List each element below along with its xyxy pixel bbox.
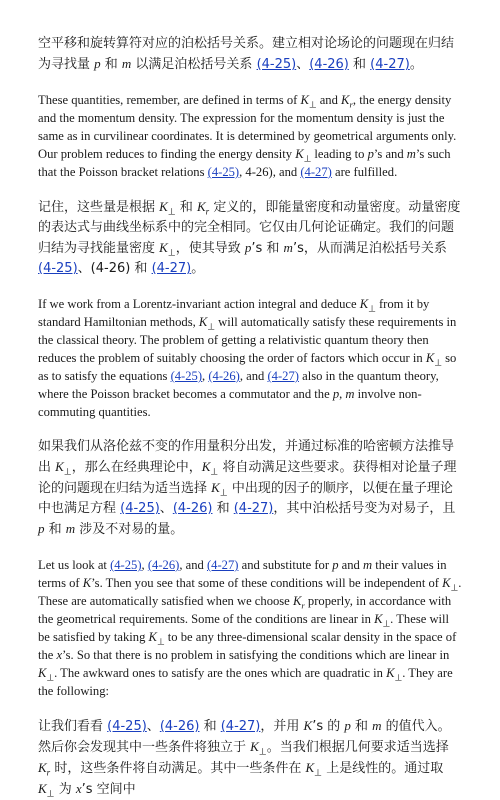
english-paragraph-6: Let us look at (4-25), (4-26), and (4-27) and substitute for p and m their values in terms of K’s. Then you see that some of these conditions will be independent of $K_\perp$. These are automatically satisfied when we choose $K_r$ properly, in accordance with the geometrical requirements. Some of the conditions are linear in $K_\perp$. These will be satisfied by taking $K_\perp$ to be any three-dimensional scalar density in the space of the x’s. So that there is no problem in satisfying the conditions which are linear in $K_\perp$. The awkward ones to satisfy are the ones which are quadratic in $K_\perp$. They are the following: xyxy=(38,558,462,698)
chinese-paragraph-1: 空平移和旋转算符对应的泊松括号关系。建立相对论场论的问题现在归结为寻找量 p 和 m 以满足泊松括号关系 (4-25)、(4-26) 和 (4-27)。 xyxy=(38,36,455,72)
equation-link[interactable]: (4-26) xyxy=(309,57,349,72)
english-paragraph-2: These quantities, remember, are defined in terms of $K_\perp$ and $K_r$, the energy density and the momentum density. The expression for the momentum density is just the same as in curvilinear coordinates. It is determined by geometrical arguments only. Our problem reduces to finding the energy density $K_\perp$ leading to p’s and m’s such that the Poisson bracket relations (4-25), 4-26), and (4-27) are fulfilled. xyxy=(38,93,457,179)
equation-link[interactable]: (4-26) xyxy=(208,369,240,383)
equation-link[interactable]: (4-26) xyxy=(147,558,180,572)
equation-link[interactable]: (4-25) xyxy=(256,57,297,72)
equation-link[interactable]: (4-25) xyxy=(207,165,240,179)
equation-link[interactable]: (4-27) xyxy=(300,165,332,179)
equation-link[interactable]: (4-26) xyxy=(172,501,213,516)
equation-link[interactable]: (4-27) xyxy=(206,558,239,572)
equation-link[interactable]: (4-25) xyxy=(120,501,160,516)
equation-link[interactable]: (4-27) xyxy=(370,57,410,72)
equation-link[interactable]: (4-27) xyxy=(233,501,274,516)
equation-link[interactable]: (4-25) xyxy=(110,558,142,572)
equation-link[interactable]: (4-27) xyxy=(267,369,299,383)
chinese-paragraph-5: 如果我们从洛伦兹不变的作用量积分出发，并通过标准的哈密顿方法推导出 $K_\perp$，那么在经典理论中，$K_\perp$ 将自动满足这些要求。获得相对论量子理论的问题现在归结为适当选择 $K_\perp$ 中出现的因子的顺序，以便在量子理论中也满足方程 (4-25)、(4-26) 和 (4-27)，其中泊松括号变为对易子，且 p 和 m 涉及不对易的量。 xyxy=(38,439,457,537)
equation-link[interactable]: (4-27) xyxy=(220,719,261,734)
english-paragraph-4: If we work from a Lorentz-invariant action integral and deduce $K_\perp$ from it by standard Hamiltonian methods, $K_\perp$ will automatically satisfy these requirements in the classical theory. The problem of getting a relativistic quantum theory then reduces the problem of suitably choosing the order of factors which occur in $K_\perp$ so as to satisfy the equations (4-25), (4-26), and (4-27) also in the quantum theory, where the Poisson bracket becomes a commutator and the p, m involve non-commuting quantities. xyxy=(38,297,457,419)
equation-link[interactable]: (4-26) xyxy=(159,719,200,734)
chinese-paragraph-3: 记住，这些量是根据 $K_\perp$ 和 $K_r$ 定义的，即能量密度和动量密度。动量密度的表达式与曲线坐标系中的完全相同。它仅由几何论证确定。我们的问题归结为寻找能量密度 $K_\perp$，使其导致 p’s 和 m’s，从而满足泊松括号关系 (4-25)、(4-26) 和 (4-27)。 xyxy=(38,199,461,276)
chinese-paragraph-7: 让我们看看 (4-25)、(4-26) 和 (4-27)，并用 K’s 的 p 和 m 的值代入。然后你会发现其中一些条件将独立于 $K_\perp$。当我们根据几何要求适当选择 $K_r$ 时，这些条件将自动满足。其中一些条件在 $K_\perp$ 上是线性的。通过取 $K_\perp$ 为 x’s 空间中 xyxy=(38,718,451,800)
equation-link[interactable]: (4-25) xyxy=(107,719,147,734)
equation-link[interactable]: (4-25) xyxy=(170,369,203,383)
document-body xyxy=(38,34,462,800)
equation-link[interactable]: (4-25) xyxy=(38,261,78,276)
equation-link[interactable]: (4-27) xyxy=(151,261,192,276)
